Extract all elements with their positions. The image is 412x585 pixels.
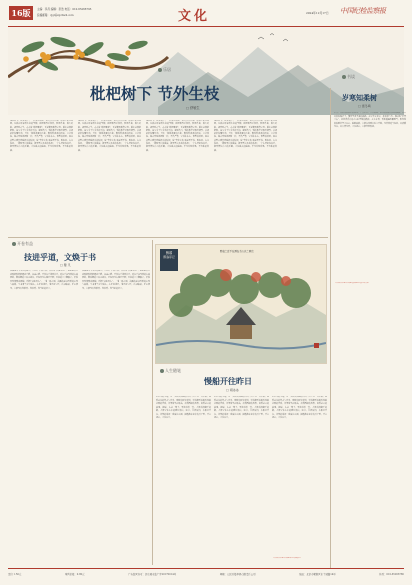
footer-fax: 传真：010-65266786 bbox=[379, 573, 404, 576]
editors-line: 主编：李丹 编辑：彭浩 电话：010-65266795 bbox=[37, 8, 92, 11]
left-title: 技进乎道，文焕于书 bbox=[24, 252, 96, 262]
footer-address: 地址：北京市朝阳区东土城路14号 bbox=[299, 573, 336, 576]
feature-body-col3: 深秋时节，枇杷树下，一阵清风吹过，树叶沙沙作响。枝头上新芽初萌，仿佛在诉说着生命的坚韧。枇杷树四季常青，秋萌冬花，春实夏熟，备四时之气。古人说“枇杷晚翠”，正是赞其耐寒之性。院中这棵枇杷树，是父亲当年亲手种下的。每到冬日，别的树早已落叶凋零，它却依旧枝繁叶茂，开出一簇簇淡黄的小花，散发着淡淡的清香。父亲常说，做人要像枇杷树一样，不畏严寒，守得住本心。修剪枝条时，他总会剪去那些旁逸斜出的枝杈，说“节外生枝”最是要不得。树如此，人亦如此。一棵树要长得挺拔，就要剪去多余的枝杈；一个人要走得端正，就要管住自己的手脚，守住做人的底线，不为外物所惑，不为私欲所累。 bbox=[146, 120, 209, 152]
painting-sub: 醉翁 bbox=[165, 251, 173, 255]
footer-price: 定价 1.50元 bbox=[8, 573, 22, 576]
bottom-author: □ 胡冰冰 bbox=[226, 388, 239, 392]
feature-author: □ 舒敏生 bbox=[186, 106, 200, 110]
feature-title: 枇杷树下 节外生枝 bbox=[90, 84, 220, 103]
feature-body-col2: 深秋时节，枇杷树下，一阵清风吹过，树叶沙沙作响。枝头上新芽初萌，仿佛在诉说着生命的坚韧。枇杷树四季常青，秋萌冬花，春实夏熟，备四时之气。古人说“枇杷晚翠”，正是赞其耐寒之性。院中这棵枇杷树，是父亲当年亲手种下的。每到冬日，别的树早已落叶凋零，它却依旧枝繁叶茂，开出一簇簇淡黄的小花，散发着淡淡的清香。父亲常说，做人要像枇杷树一样，不畏严寒，守得住本心。修剪枝条时，他总会剪去那些旁逸斜出的枝杈，说“节外生枝”最是要不得。树如此，人亦如此。一棵树要长得挺拔，就要剪去多余的枝杈；一个人要走得端正，就要管住自己的手脚，守住做人的底线，不为外物所惑，不为私欲所累。 bbox=[78, 120, 141, 152]
side-title: 岁寒知柔树 bbox=[342, 93, 377, 102]
bottom-body-col2: 记忆中的小镇，有一条缓缓流淌的小河。河上有一只木船，载着过往的行人与岁月。那时的时光很慢，慢得能听见船桨划破水面的声音。外婆常坐在船头，看着两岸的风景，讲着过去的故事。她说，人这一辈子，要走得慢一些，才能看清脚下的路，才能守住心中的那份清白。如今，小河依旧，木船已不在，外婆的话却一直留在心间，提醒我在匆忙的日子里，不忘初心，守住本分。 bbox=[214, 396, 269, 419]
feature-body-col1: 深秋时节，枇杷树下，一阵清风吹过，树叶沙沙作响。枝头上新芽初萌，仿佛在诉说着生命的坚韧。枇杷树四季常青，秋萌冬花，春实夏熟，备四时之气。古人说“枇杷晚翠”，正是赞其耐寒之性。院中这棵枇杷树，是父亲当年亲手种下的。每到冬日，别的树早已落叶凋零，它却依旧枝繁叶茂，开出一簇簇淡黄的小花，散发着淡淡的清香。父亲常说，做人要像枇杷树一样，不畏严寒，守得住本心。修剪枝条时，他总会剪去那些旁逸斜出的枝杈，说“节外生枝”最是要不得。树如此，人亦如此。一棵树要长得挺拔，就要剪去多余的枝杈；一个人要走得端正，就要管住自己的手脚，守住做人的底线，不为外物所惑，不为私欲所累。 bbox=[10, 120, 73, 152]
kicker-dot-icon bbox=[342, 75, 346, 79]
kicker-dot-icon bbox=[158, 68, 162, 72]
page-header bbox=[0, 0, 412, 30]
painting-inscription: 醉翁之意不在酒在乎山水之间也 bbox=[220, 250, 254, 253]
painting-label-box bbox=[160, 249, 178, 271]
side-kicker: 书谈 bbox=[342, 74, 355, 80]
page-number-badge: 16版 bbox=[9, 6, 33, 20]
kicker-dot-icon bbox=[160, 369, 164, 373]
side-author: □ 雷冬鸣 bbox=[358, 104, 371, 108]
email-line: 投稿邮箱：cjgl@zgzbwh.com bbox=[37, 14, 74, 17]
bottom-kicker: 人生随笔 bbox=[160, 368, 181, 374]
bottom-credit: （作者单位系中国纪检监察报社） bbox=[272, 557, 303, 559]
feature-kicker: 乐居 bbox=[158, 67, 171, 73]
painting-caption: 醉翁亭记 bbox=[163, 255, 175, 259]
left-kicker: 开卷有益 bbox=[12, 241, 33, 247]
bottom-body-col3: 记忆中的小镇，有一条缓缓流淌的小河。河上有一只木船，载着过往的行人与岁月。那时的时光很慢，慢得能听见船桨划破水面的声音。外婆常坐在船头，看着两岸的风景，讲着过去的故事。她说，人这一辈子，要走得慢一些，才能看清脚下的路，才能守住心中的那份清白。如今，小河依旧，木船已不在，外婆的话却一直留在心间，提醒我在匆忙的日子里，不忘初心，守住本分。 bbox=[272, 396, 327, 419]
section-title: 文化 bbox=[178, 9, 211, 24]
footer-license: 广告经营许可：京东城市监广字20170014号 bbox=[128, 573, 177, 576]
painting bbox=[155, 244, 327, 364]
masthead: 中国纪检监察报 bbox=[340, 7, 386, 15]
footer bbox=[8, 572, 404, 580]
feature-body-col4: 深秋时节，枇杷树下，一阵清风吹过，树叶沙沙作响。枝头上新芽初萌，仿佛在诉说着生命的坚韧。枇杷树四季常青，秋萌冬花，春实夏熟，备四时之气。古人说“枇杷晚翠”，正是赞其耐寒之性。院中这棵枇杷树，是父亲当年亲手种下的。每到冬日，别的树早已落叶凋零，它却依旧枝繁叶茂，开出一簇簇淡黄的小花，散发着淡淡的清香。父亲常说，做人要像枇杷树一样，不畏严寒，守得住本心。修剪枝条时，他总会剪去那些旁逸斜出的枝杈，说“节外生枝”最是要不得。树如此，人亦如此。一棵树要长得挺拔，就要剪去多余的枝杈；一个人要走得端正，就要管住自己的手脚，守住做人的底线，不为外物所惑，不为私欲所累。 bbox=[214, 120, 277, 152]
issue-date: 2024年12月17日 bbox=[306, 11, 329, 15]
side-body: 岁寒，然后知松柏之后凋也。严寒之中，万木萧疏，唯有松柏依然苍翠挺拔。古人以松柏喻君子，赞其坚贞不渝的品格。在中华文化中，松柏常与竹、梅并称“岁寒三友”，象征着高洁的志向和坚毅的精神。人生在世，难免遭遇风霜雨雪，唯有像松柏那样坚守本心、砥砺品格，方能在风雨中屹立不倒。为官者更当如此，以清廉为本，以自律为要，守住初心，方能行稳致远。 bbox=[334, 112, 406, 129]
bottom-body-col1: 记忆中的小镇，有一条缓缓流淌的小河。河上有一只木船，载着过往的行人与岁月。那时的时光很慢，慢得能听见船桨划破水面的声音。外婆常坐在船头，看着两岸的风景，讲着过去的故事。她说，人这一辈子，要走得慢一些，才能看清脚下的路，才能守住心中的那份清白。如今，小河依旧，木船已不在，外婆的话却一直留在心间，提醒我在匆忙的日子里，不忘初心，守住本分。 bbox=[156, 396, 211, 419]
kicker-dot-icon bbox=[12, 242, 16, 246]
footer-retail-price: 零售价格：0.80元 bbox=[64, 573, 85, 576]
left-body-col1: 书法是中华文化的瑰宝，历经千年而不衰。古人讲“技进乎道”，意思是技艺达到极致便能通达于道。书法之道，不仅在于笔墨技巧，更在于书写者的人品修养。颜真卿的字端庄雄伟，正如其为人刚正不阿；苏轼的字丰腴跌宕，恰似其性情豁达洒脱。所谓“书如其人”，一笔一画之间，流露的是书写者的心性与品格。学书者当先学做人，心正则笔正，笔正则字正。读书临帖，正心修身，方能写出有筋骨、有温度、有气象的好字。 bbox=[10, 270, 78, 290]
painting-seal-icon bbox=[314, 343, 319, 348]
left-body-col2: 书法是中华文化的瑰宝，历经千年而不衰。古人讲“技进乎道”，意思是技艺达到极致便能通达于道。书法之道，不仅在于笔墨技巧，更在于书写者的人品修养。颜真卿的字端庄雄伟，正如其为人刚正不阿；苏轼的字丰腴跌宕，恰似其性情豁达洒脱。所谓“书如其人”，一笔一画之间，流露的是书写者的心性与品格。学书者当先学做人，心正则笔正，笔正则字正。读书临帖，正心修身，方能写出有筋骨、有温度、有气象的好字。 bbox=[82, 270, 150, 290]
side-credit: （作者单位系中央纪委国家监委宣传部） bbox=[334, 282, 371, 284]
left-author: □ 璧 凡 bbox=[60, 263, 71, 267]
footer-printer: 印刷：人民日报印务有限责任公司 bbox=[219, 573, 256, 576]
bottom-title: 慢船开往昨日 bbox=[204, 376, 252, 386]
